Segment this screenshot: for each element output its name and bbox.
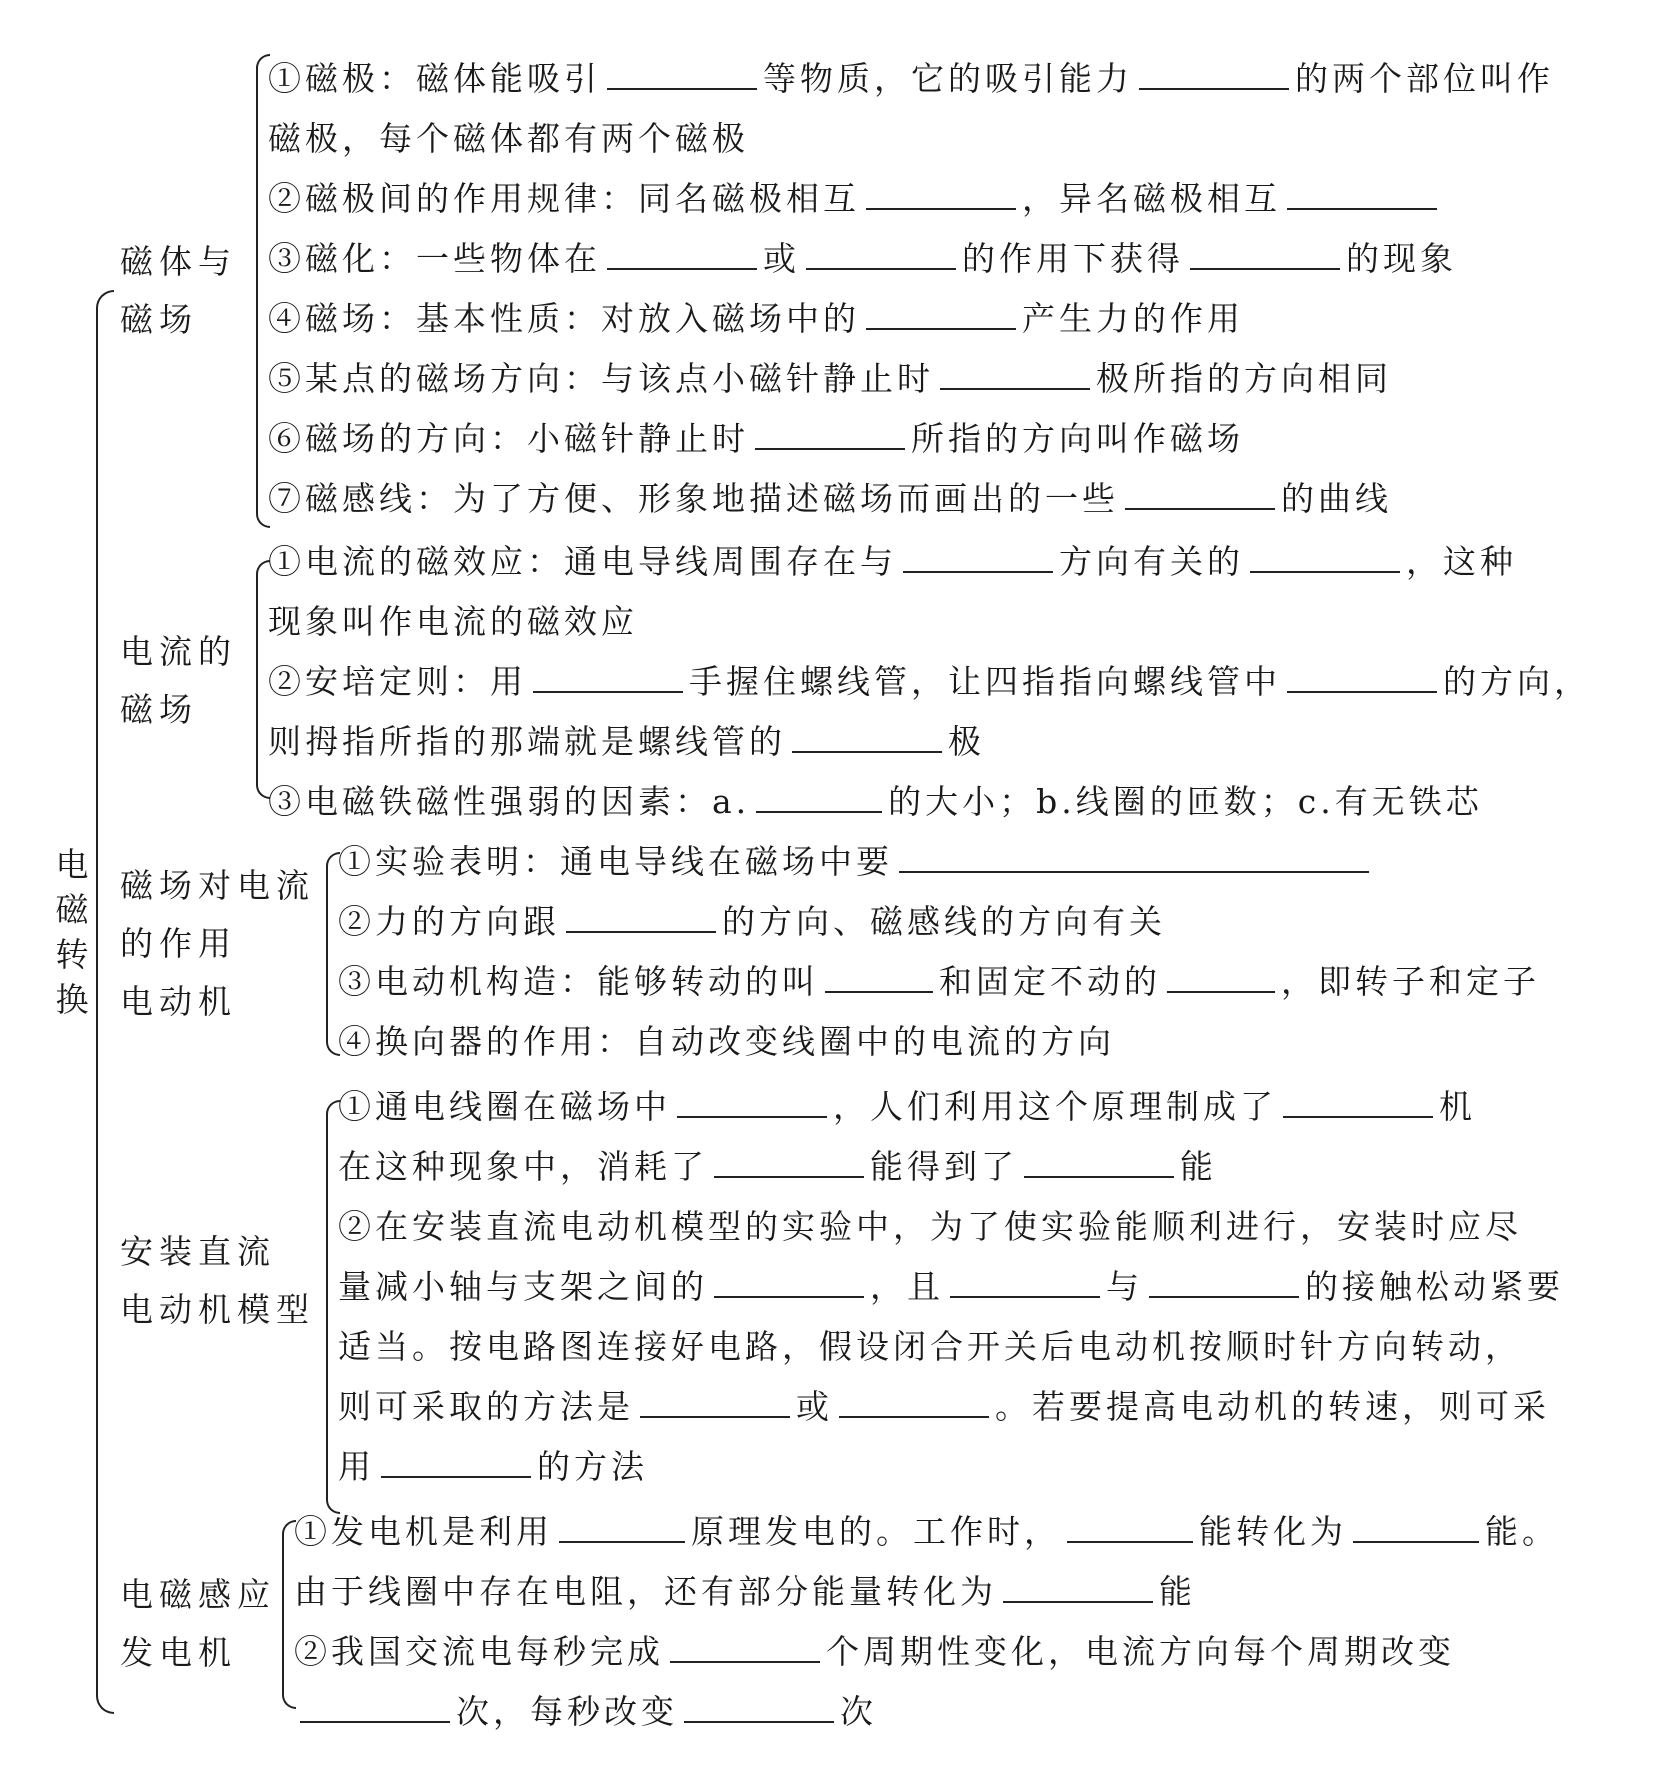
blank[interactable] bbox=[1067, 1505, 1193, 1543]
blank[interactable] bbox=[940, 352, 1090, 390]
blank[interactable] bbox=[950, 1260, 1100, 1298]
s1-line-3: ②磁极间的作用规律：同名磁极相互 ，异名磁极相互 bbox=[268, 170, 1443, 228]
blank[interactable] bbox=[640, 1380, 790, 1418]
blank[interactable] bbox=[607, 232, 757, 270]
blank[interactable] bbox=[755, 412, 905, 450]
blank[interactable] bbox=[670, 1625, 820, 1663]
section-1-label-line-2: 磁场 bbox=[120, 300, 198, 339]
section-2-label-line-1: 电流的 bbox=[120, 632, 237, 671]
root-label-char: 磁 bbox=[55, 890, 89, 929]
s3-line-1: ①实验表明：通电导线在磁场中要 bbox=[338, 833, 1375, 891]
s4-line-2: 在这种现象中，消耗了 能得到了 能 bbox=[338, 1138, 1217, 1196]
s2-line-3: ②安培定则：用 手握住螺线管，让四指指向螺线管中 的方向， bbox=[268, 653, 1591, 711]
s1-line-6: ⑤某点的磁场方向：与该点小磁针静止时 极所指的方向相同 bbox=[268, 350, 1392, 408]
s2-line-4: 则拇指所指的那端就是螺线管的 极 bbox=[268, 713, 985, 771]
section-1-label bbox=[120, 233, 237, 349]
s4-line-7: 用 的方法 bbox=[338, 1438, 648, 1496]
s2-line-1: ①电流的磁效应：通电导线周围存在与 方向有关的 ，这种 bbox=[268, 533, 1517, 591]
blank[interactable] bbox=[300, 1685, 450, 1723]
section-2-label-line-2: 磁场 bbox=[120, 690, 198, 729]
root-label-char: 转 bbox=[55, 935, 89, 974]
blank[interactable] bbox=[1149, 1260, 1299, 1298]
s3-line-3: ③电动机构造：能够转动的叫 和固定不动的 ，即转子和定子 bbox=[338, 953, 1540, 1011]
s1-line-2: 磁极，每个磁体都有两个磁极 bbox=[268, 119, 749, 158]
section-4-label bbox=[120, 1223, 315, 1339]
section-3-label bbox=[120, 857, 315, 1031]
s4-line-5: 适当。按电路图连接好电路，假设闭合开关后电动机按顺时针方向转动， bbox=[338, 1327, 1522, 1366]
blank[interactable] bbox=[1024, 1140, 1174, 1178]
blank[interactable] bbox=[756, 775, 882, 813]
section-5-label bbox=[120, 1566, 276, 1682]
blank[interactable] bbox=[677, 1080, 827, 1118]
s1-line-4: ③磁化：一些物体在 或 的作用下获得 的现象 bbox=[268, 230, 1457, 288]
s2-line-5: ③电磁铁磁性强弱的因素：a. 的大小；b.线圈的匝数；c.有无铁芯 bbox=[268, 773, 1483, 831]
section-4-label-line-2: 电动机模型 bbox=[120, 1290, 315, 1329]
s4-line-4: 量减小轴与支架之间的 ，且 与 的接触松动紧要 bbox=[338, 1258, 1564, 1316]
section-1-label-line-1: 磁体与 bbox=[120, 242, 237, 281]
blank[interactable] bbox=[1250, 535, 1400, 573]
blank[interactable] bbox=[559, 1505, 685, 1543]
root-label-char: 换 bbox=[55, 980, 89, 1019]
blank[interactable] bbox=[1287, 655, 1437, 693]
root-label bbox=[52, 842, 92, 1022]
blank[interactable] bbox=[1287, 172, 1437, 210]
s1-line-8: ⑦磁感线：为了方便、形象地描述磁场而画出的一些 的曲线 bbox=[268, 470, 1392, 528]
blank[interactable] bbox=[866, 292, 1016, 330]
blank[interactable] bbox=[684, 1685, 834, 1723]
root-label-char: 电 bbox=[55, 845, 89, 884]
blank[interactable] bbox=[1283, 1080, 1433, 1118]
s4-line-3: ②在安装直流电动机模型的实验中，为了使实验能顺利进行，安装时应尽 bbox=[338, 1207, 1522, 1246]
s5-line-2: 由于线圈中存在电阻，还有部分能量转化为 能 bbox=[294, 1563, 1196, 1621]
blank[interactable] bbox=[1190, 232, 1340, 270]
s4-line-1: ①通电线圈在磁场中 ，人们利用这个原理制成了 机 bbox=[338, 1078, 1476, 1136]
s2-line-2: 现象叫作电流的磁效应 bbox=[268, 602, 638, 641]
root-brace bbox=[96, 290, 114, 1714]
s1-line-5: ④磁场：基本性质：对放入磁场中的 产生力的作用 bbox=[268, 290, 1244, 348]
blank[interactable] bbox=[903, 535, 1053, 573]
blank[interactable] bbox=[1003, 1565, 1153, 1603]
blank[interactable] bbox=[381, 1440, 531, 1478]
blank[interactable] bbox=[714, 1140, 864, 1178]
blank[interactable] bbox=[1139, 52, 1289, 90]
blank[interactable] bbox=[607, 52, 757, 90]
section-4-label-line-1: 安装直流 bbox=[120, 1232, 276, 1271]
s5-line-1: ①发电机是利用 原理发电的。工作时， 能转化为 能。 bbox=[294, 1503, 1559, 1561]
s5-line-3: ②我国交流电每秒完成 个周期性变化，电流方向每个周期改变 bbox=[294, 1623, 1455, 1681]
blank[interactable] bbox=[806, 232, 956, 270]
blank[interactable] bbox=[792, 715, 942, 753]
section-5-label-line-1: 电磁感应 bbox=[120, 1575, 276, 1614]
s3-line-2: ②力的方向跟 的方向、磁感线的方向有关 bbox=[338, 893, 1166, 951]
section-3-label-line-3: 电动机 bbox=[120, 982, 237, 1021]
blank[interactable] bbox=[1125, 472, 1275, 510]
s3-line-4: ④换向器的作用：自动改变线圈中的电流的方向 bbox=[338, 1022, 1115, 1061]
blank[interactable] bbox=[533, 655, 683, 693]
section-5-label-line-2: 发电机 bbox=[120, 1633, 237, 1672]
blank[interactable] bbox=[839, 1380, 989, 1418]
blank[interactable] bbox=[1353, 1505, 1479, 1543]
blank[interactable] bbox=[866, 172, 1016, 210]
blank[interactable] bbox=[1167, 955, 1275, 993]
blank[interactable] bbox=[714, 1260, 864, 1298]
section-3-label-line-2: 的作用 bbox=[120, 924, 237, 963]
blank[interactable] bbox=[899, 835, 1369, 873]
blank[interactable] bbox=[825, 955, 933, 993]
blank[interactable] bbox=[566, 895, 716, 933]
s4-line-6: 则可采取的方法是 或 。若要提高电动机的转速，则可采 bbox=[338, 1378, 1550, 1436]
s1-line-7: ⑥磁场的方向：小磁针静止时 所指的方向叫作磁场 bbox=[268, 410, 1244, 468]
s1-line-1: ①磁极：磁体能吸引 等物质，它的吸引能力 的两个部位叫作 bbox=[268, 50, 1554, 108]
section-2-label bbox=[120, 623, 237, 739]
section-3-label-line-1: 磁场对电流 bbox=[120, 866, 315, 905]
s5-line-4: 次，每秒改变 次 bbox=[294, 1683, 877, 1741]
